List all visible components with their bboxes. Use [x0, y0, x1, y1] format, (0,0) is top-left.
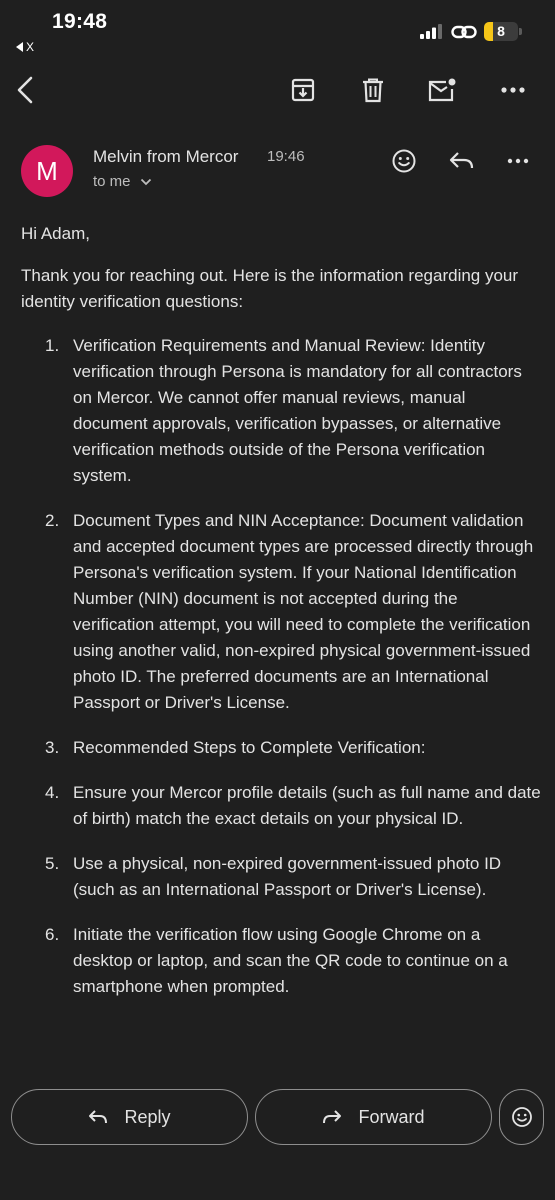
list-item-number: 4.: [45, 783, 60, 802]
back-arrow-icon: [13, 76, 37, 104]
add-reaction-button[interactable]: [389, 146, 419, 176]
reply-header-button[interactable]: [447, 146, 477, 176]
reply-icon: [88, 1109, 108, 1125]
reply-button[interactable]: [11, 1089, 248, 1145]
cellular-signal-icon: [420, 24, 442, 39]
sender-name: Melvin from Mercor: [93, 147, 239, 166]
list-item-number: 2.: [45, 511, 60, 530]
list-item: [21, 333, 543, 489]
list-item-text: Verification Requirements and Manual Review: Identity verification through Persona is mandatory for all contractors on Mercor. We cannot offer manual reviews, manual document approvals, verification bypasses, or alternative verification methods outside of the Persona verification system.: [73, 336, 522, 485]
archive-icon: [290, 77, 316, 103]
emoji-icon: [391, 148, 417, 174]
status-bar: [0, 0, 555, 60]
list-item-text: Document Types and NIN Acceptance: Document validation and accepted document types are processed directly through Persona's verification system. If your National Identification Number (NIN) document is not accepted during the verification attempt, you will need to complete the verification using another valid, non-expired physical government-issued photo ID. The preferred documents are an International Passport or Driver's License.: [73, 511, 534, 712]
mark-unread-button[interactable]: [426, 74, 458, 106]
emoji-reaction-button[interactable]: [499, 1089, 544, 1145]
more-options-icon: [501, 87, 525, 93]
list-item-text: Recommended Steps to Complete Verification:: [73, 738, 426, 757]
mark-unread-icon: [427, 77, 457, 103]
chevron-down-icon: [140, 178, 152, 186]
recipient-details-toggle[interactable]: [93, 173, 152, 190]
emoji-icon: [511, 1106, 533, 1128]
list-item: [21, 735, 543, 761]
back-button[interactable]: [9, 74, 41, 106]
archive-button[interactable]: [287, 74, 319, 106]
list-item: [21, 922, 543, 1000]
list-item-text: Use a physical, non-expired government-issued photo ID (such as an International Passport or Driver's License).: [73, 854, 502, 899]
email-intro: Thank you for reaching out. Here is the information regarding your identity verification questions:: [21, 266, 519, 311]
list-item: [21, 851, 543, 903]
back-triangle-icon: [16, 42, 23, 52]
list-item-number: 1.: [45, 336, 60, 355]
bottom-safe-area: [0, 1150, 555, 1200]
trash-icon: [361, 77, 385, 103]
back-to-app-link[interactable]: [16, 40, 34, 54]
status-time: 19:48: [52, 10, 108, 33]
battery-level: 8: [497, 23, 505, 39]
list-item-text: Ensure your Mercor profile details (such as full name and date of birth) match the exact details on your physical ID.: [73, 783, 541, 828]
forward-icon: [322, 1109, 342, 1125]
email-numbered-list: [21, 333, 543, 1000]
more-options-button[interactable]: [497, 74, 529, 106]
more-options-icon: [507, 158, 529, 164]
list-item-number: 3.: [45, 738, 60, 757]
list-item: [21, 780, 543, 832]
recipient-label: to me: [93, 173, 131, 190]
delete-button[interactable]: [357, 74, 389, 106]
list-item-text: Initiate the verification flow using Google Chrome on a desktop or laptop, and scan the QR code to continue on a smartphone when prompted.: [73, 925, 508, 996]
battery-icon: [484, 22, 518, 41]
sender-avatar[interactable]: M: [21, 145, 73, 197]
email-time: 19:46: [267, 148, 305, 165]
battery-tip: [519, 28, 522, 35]
list-item-number: 5.: [45, 854, 60, 873]
forward-button-label: Forward: [358, 1106, 425, 1127]
forward-button[interactable]: [255, 1089, 492, 1145]
list-item-number: 6.: [45, 925, 60, 944]
back-app-label: X: [26, 40, 35, 54]
email-toolbar: [0, 62, 555, 118]
list-item: [21, 508, 543, 716]
email-more-button[interactable]: [503, 146, 533, 176]
email-greeting: Hi Adam,: [21, 224, 90, 243]
link-icon: [451, 22, 477, 42]
reply-icon: [449, 151, 475, 171]
reply-button-label: Reply: [124, 1106, 171, 1127]
